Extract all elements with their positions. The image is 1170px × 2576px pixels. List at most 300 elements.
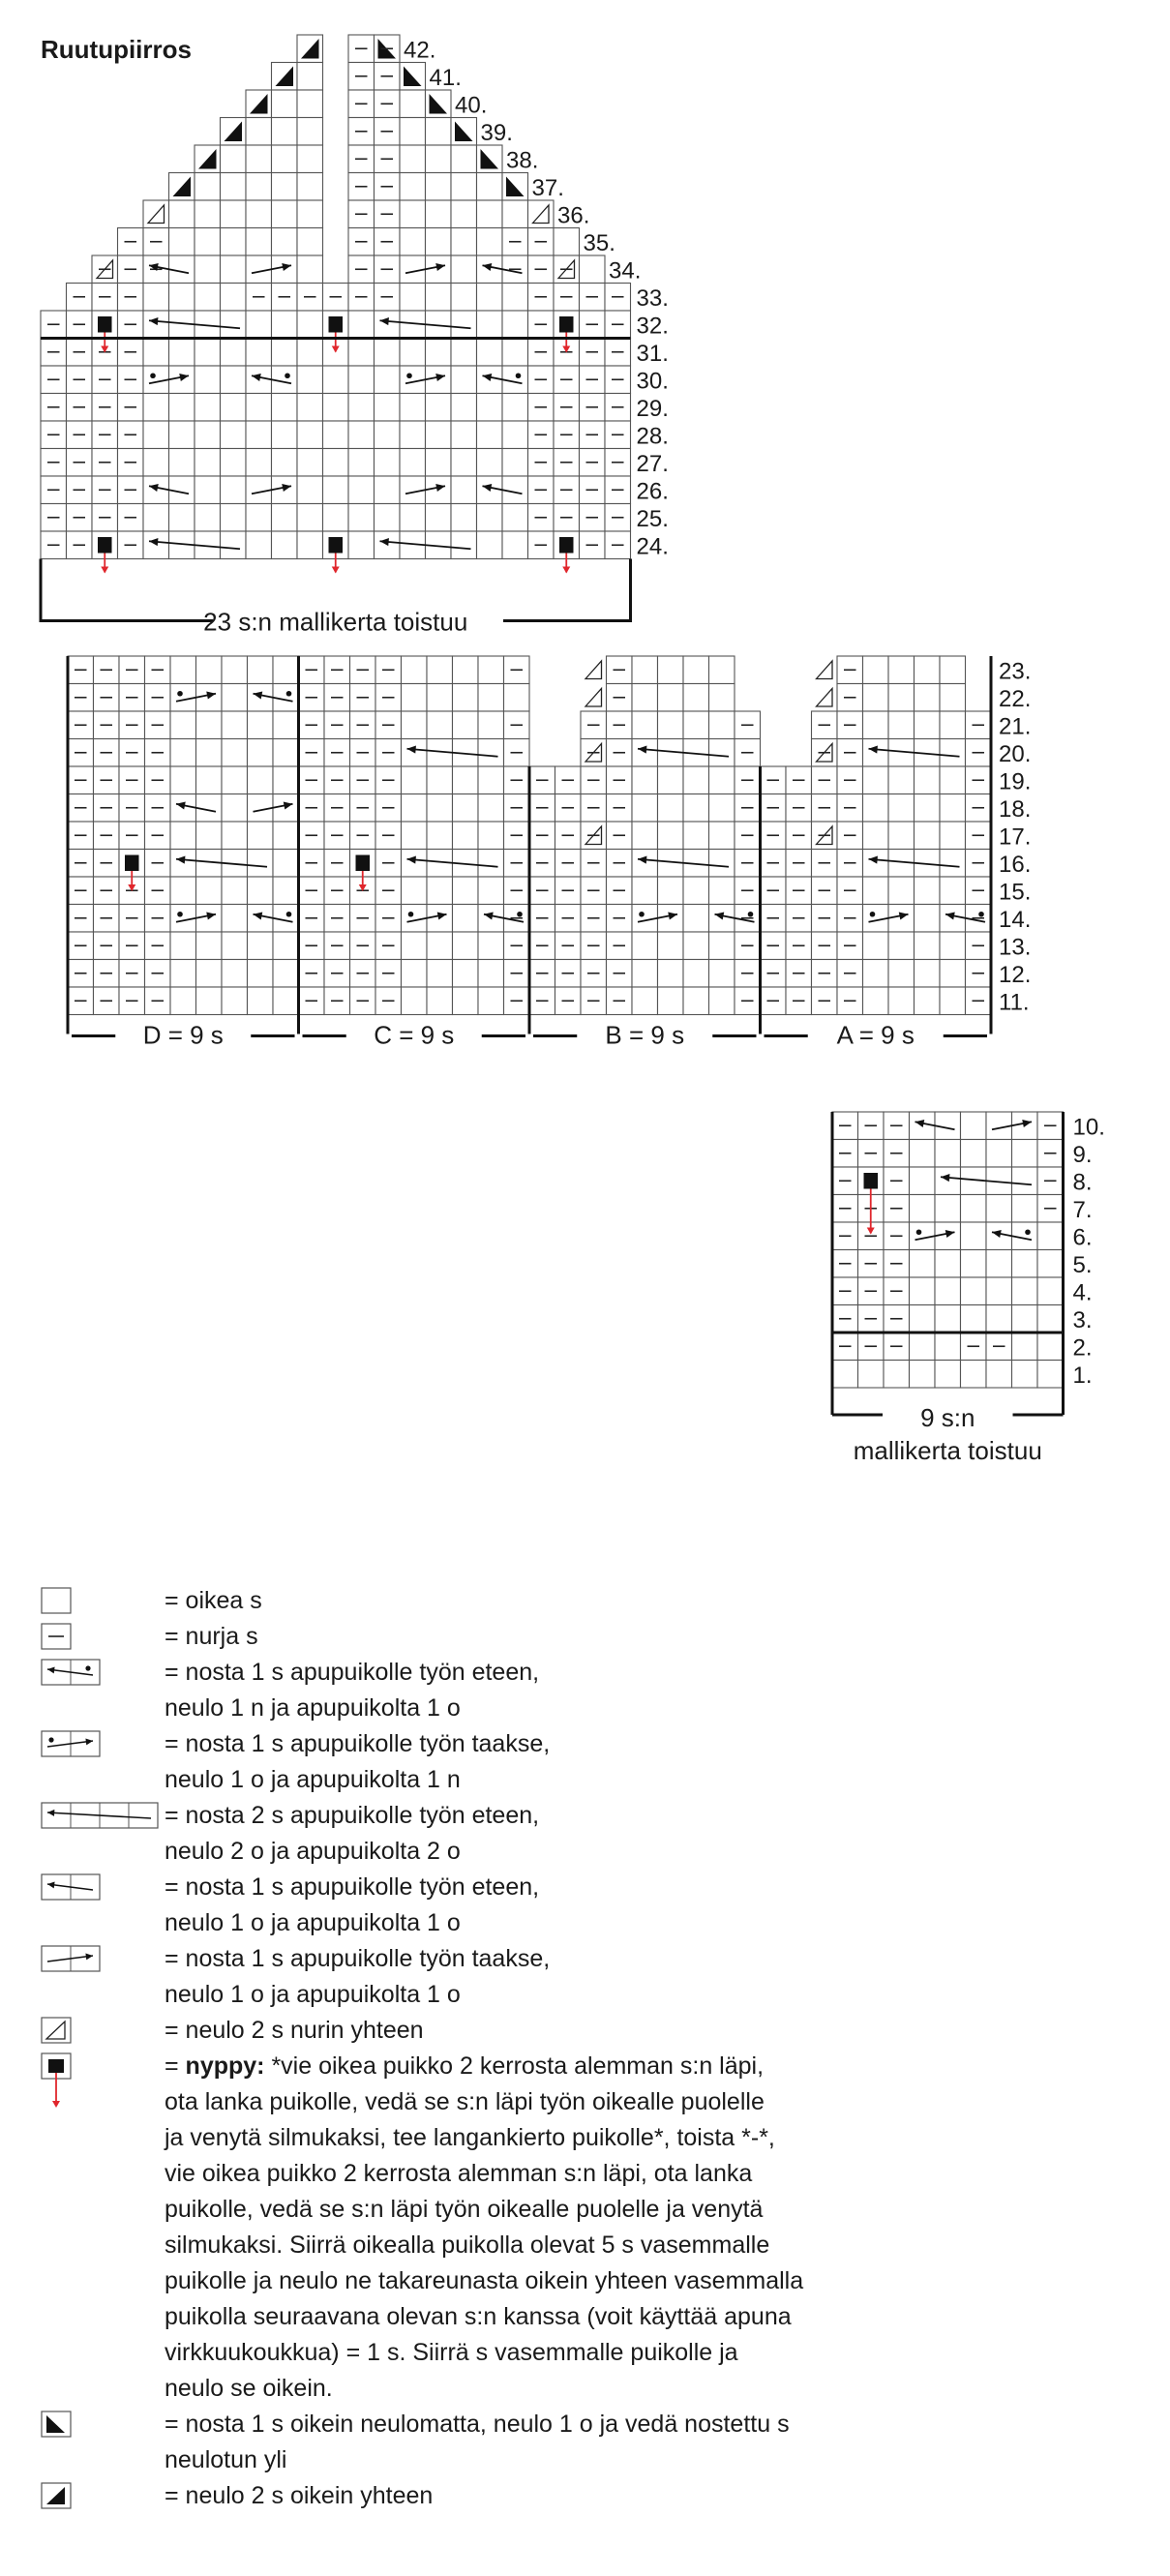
grid-cell (683, 711, 709, 739)
grid-cell (170, 877, 196, 905)
row-number: 25. (636, 506, 669, 532)
grid-cell (477, 311, 503, 339)
grid-cell (170, 960, 196, 988)
repeat-caption: 23 s:n mallikerta toistuu (203, 607, 468, 637)
legend-symbol (41, 1945, 166, 1974)
legend-line: = nyppy: *vie oikea puikko 2 kerrosta alemman s:n läpi, (165, 2052, 765, 2080)
row-number: 10. (1072, 1114, 1105, 1141)
grid-cell (375, 394, 401, 422)
chart-bottom (832, 1112, 1105, 1465)
purl-dot (150, 373, 156, 378)
grid-cell (297, 145, 323, 173)
grid-cell (451, 311, 477, 339)
grid-cell (196, 656, 223, 684)
grid-cell (195, 366, 221, 394)
legend-line: = nosta 1 s oikein neulomatta, neulo 1 o ja vedä nostettu s (165, 2411, 790, 2438)
grid-cell (195, 173, 221, 201)
grid-cell (915, 877, 941, 905)
section-label: A = 9 s (836, 1020, 915, 1050)
grid-cell (658, 766, 684, 794)
row-number: 38. (506, 147, 539, 174)
grid-cell (961, 1140, 987, 1168)
grid-cell (323, 366, 349, 394)
grid-cell (451, 339, 477, 367)
grid-cell (248, 932, 274, 960)
grid-cell (246, 449, 272, 477)
row-number: 26. (636, 478, 669, 505)
legend-symbol (41, 2482, 166, 2511)
legend-item-bobble (41, 2049, 1125, 2407)
grid-cell (143, 339, 169, 367)
grid-cell (632, 960, 658, 988)
grid-cell (915, 822, 941, 850)
legend-line: virkkuukoukkua) = 1 s. Siirrä s vasemmalle puikolle ja (165, 2339, 738, 2366)
row-number: 1. (1072, 1363, 1093, 1389)
grid-cell (375, 449, 401, 477)
legend-symbol (41, 1730, 166, 1759)
row-number: 14. (999, 907, 1032, 933)
grid-cell (297, 366, 323, 394)
row-number: 36. (557, 202, 590, 229)
grid-cell (658, 932, 684, 960)
grid-cell (248, 987, 274, 1015)
grid-cell (222, 794, 248, 823)
grid-cell (884, 1361, 910, 1389)
grid-cell (222, 960, 248, 988)
grid-cell (143, 504, 169, 532)
grid-cell (246, 145, 272, 173)
grid-cell (709, 932, 735, 960)
grid-cell (453, 987, 479, 1015)
grid-cell (709, 850, 735, 878)
grid-cell (478, 794, 504, 823)
grid-cell (502, 339, 528, 367)
grid-cell (940, 766, 966, 794)
grid-cell (915, 932, 941, 960)
grid-cell (400, 118, 426, 146)
grid-cell (478, 684, 504, 712)
grid-cell (986, 1361, 1012, 1389)
grid-cell (632, 932, 658, 960)
purl-dot (285, 373, 290, 378)
grid-cell (477, 449, 503, 477)
grid-cell (1037, 1222, 1064, 1250)
grid-cell (1012, 1361, 1038, 1389)
grid-cell (888, 684, 915, 712)
grid-cell (502, 200, 528, 228)
grid-cell (221, 339, 247, 367)
grid-cell (658, 656, 684, 684)
grid-cell (478, 932, 504, 960)
grid-cell (221, 421, 247, 449)
grid-cell (1037, 1333, 1064, 1361)
legend-line: vie oikea puikko 2 kerrosta alemman s:n läpi, ota lanka (165, 2160, 753, 2187)
grid-cell (453, 656, 479, 684)
row-number: 28. (636, 423, 669, 450)
grid-cell (348, 394, 375, 422)
grid-cell (477, 284, 503, 312)
row-number: 13. (999, 934, 1032, 961)
grid-cell (297, 339, 323, 367)
grid-cell (632, 656, 658, 684)
grid-cell (504, 684, 530, 712)
grid-cell (658, 877, 684, 905)
grid-cell (426, 504, 452, 532)
grid-cell (683, 987, 709, 1015)
grid-cell (427, 766, 453, 794)
grid-cell (832, 1361, 858, 1389)
grid-cell (915, 711, 941, 739)
grid-cell (935, 1195, 961, 1223)
grid-cell (451, 421, 477, 449)
grid-cell (1012, 1333, 1038, 1361)
legend-item-cable-left-purl (41, 1655, 1125, 1726)
grid-cell (451, 366, 477, 394)
grid-cell (272, 504, 298, 532)
grid-cell (221, 531, 247, 559)
purl-dot (286, 912, 292, 917)
p2tog-symbol (817, 661, 833, 679)
grid-cell (272, 394, 298, 422)
grid-cell (246, 173, 272, 201)
grid-cell (222, 987, 248, 1015)
legend-item-knit (41, 1583, 1125, 1619)
grid-cell (272, 311, 298, 339)
legend-line: neulo 1 o ja apupuikolta 1 o (165, 1981, 461, 2008)
grid-cell (451, 145, 477, 173)
grid-cell (323, 394, 349, 422)
legend-item-cable-right (41, 1941, 1125, 2013)
grid-cell (222, 711, 248, 739)
grid-cell (910, 1305, 936, 1333)
grid-cell (478, 739, 504, 767)
grid-cell (986, 1277, 1012, 1305)
bobble-arrowhead (101, 567, 108, 574)
grid-cell (400, 394, 426, 422)
row-number: 33. (636, 285, 669, 312)
page-title: Ruutupiirros (41, 35, 192, 64)
grid-cell (478, 766, 504, 794)
legend-text (165, 2478, 1125, 2514)
grid-cell (297, 118, 323, 146)
grid-cell (248, 850, 274, 878)
legend-text (165, 1655, 1125, 1726)
purl-dot (177, 912, 183, 917)
grid-cell (427, 711, 453, 739)
grid-cell (658, 794, 684, 823)
legend-text (165, 2013, 1125, 2049)
grid-cell (273, 822, 299, 850)
legend-line: = nosta 1 s apupuikolle työn taakse, (165, 1945, 551, 1972)
grid-cell (402, 822, 428, 850)
grid-cell (888, 822, 915, 850)
grid-cell (1012, 1277, 1038, 1305)
bobble-symbol (356, 855, 371, 872)
grid-cell (863, 932, 889, 960)
legend-text (165, 1798, 1125, 1870)
grid-cell (222, 739, 248, 767)
grid-cell (297, 173, 323, 201)
grid-cell (375, 476, 401, 504)
grid-cell (297, 90, 323, 118)
grid-cell (632, 794, 658, 823)
grid-cell (195, 339, 221, 367)
grid-cell (451, 228, 477, 256)
grid-cell (888, 656, 915, 684)
section-label: D = 9 s (142, 1020, 224, 1050)
legend-line: = nosta 1 s apupuikolle työn eteen, (165, 1659, 540, 1686)
legend-text (165, 1941, 1125, 2013)
legend-line: neulo 1 o ja apupuikolta 1 o (165, 1909, 461, 1936)
grid-cell (426, 145, 452, 173)
grid-cell (1012, 1195, 1038, 1223)
grid-cell (935, 1305, 961, 1333)
grid-cell (961, 1250, 987, 1278)
grid-cell (961, 1195, 987, 1223)
grid-cell (709, 822, 735, 850)
grid-cell (195, 504, 221, 532)
grid-cell (888, 711, 915, 739)
grid-cell (402, 794, 428, 823)
grid-cell (402, 877, 428, 905)
knit-icon-part (42, 1588, 71, 1613)
purl-dot (516, 373, 522, 378)
row-number: 2. (1072, 1334, 1093, 1362)
grid-cell (426, 200, 452, 228)
grid-cell (297, 476, 323, 504)
grid-cell (143, 284, 169, 312)
grid-cell (863, 684, 889, 712)
grid-cell (348, 311, 375, 339)
grid-cell (858, 1361, 885, 1389)
grid-cell (195, 449, 221, 477)
row-number: 18. (999, 796, 1032, 823)
grid-cell (143, 421, 169, 449)
grid-cell (940, 794, 966, 823)
grid-cell (297, 228, 323, 256)
grid-cell (297, 311, 323, 339)
grid-cell (426, 421, 452, 449)
grid-cell (940, 932, 966, 960)
legend-line: = neulo 2 s nurin yhteen (165, 2017, 424, 2044)
bobble-arrowhead (332, 567, 340, 574)
row-number: 16. (999, 852, 1032, 878)
grid-cell (221, 255, 247, 284)
grid-cell (935, 1333, 961, 1361)
grid-cell (196, 960, 223, 988)
grid-cell (502, 531, 528, 559)
grid-cell (961, 1361, 987, 1389)
grid-cell (1012, 1140, 1038, 1168)
row-number: 40. (455, 92, 488, 119)
legend-symbol (41, 2052, 166, 2082)
grid-cell (709, 684, 735, 712)
grid-cell (658, 684, 684, 712)
legend-item-purl (41, 1619, 1125, 1655)
section-label: B = 9 s (605, 1020, 685, 1050)
legend-item-skpo (41, 2407, 1125, 2478)
grid-cell (248, 711, 274, 739)
grid-cell (195, 394, 221, 422)
skpo-icon (41, 2411, 166, 2440)
grid-cell (426, 394, 452, 422)
k2tog-icon (41, 2482, 166, 2511)
grid-cell (477, 173, 503, 201)
grid-cell (272, 200, 298, 228)
row-number: 31. (636, 341, 669, 367)
purl-dot (978, 912, 984, 917)
purl-dot (406, 373, 412, 378)
cable-right-icon (41, 1945, 166, 1974)
row-number: 4. (1072, 1279, 1093, 1306)
repeat-caption-line2: mallikerta toistuu (853, 1436, 1042, 1465)
grid-cell (888, 987, 915, 1015)
grid-cell (986, 1305, 1012, 1333)
grid-cell (272, 531, 298, 559)
grid-cell (683, 656, 709, 684)
legend-line: neulo 1 o ja apupuikolta 1 n (165, 1766, 461, 1793)
grid-cell (427, 877, 453, 905)
grid-cell (453, 905, 479, 933)
grid-cell (453, 794, 479, 823)
row-number: 41. (429, 65, 462, 91)
legend-symbol (41, 1623, 166, 1652)
bobble-symbol (98, 316, 112, 333)
grid-cell (323, 449, 349, 477)
grid-cell (477, 504, 503, 532)
purl-dot (517, 912, 523, 917)
grid-cell (1037, 1277, 1064, 1305)
purl-dot (1025, 1229, 1031, 1235)
legend-text (165, 1583, 1125, 1619)
grid-cell (273, 877, 299, 905)
purl-dot (286, 691, 292, 697)
grid-cell (863, 877, 889, 905)
grid-cell (453, 711, 479, 739)
section-label: C = 9 s (374, 1020, 455, 1050)
row-number: 24. (636, 533, 669, 560)
row-number: 35. (583, 230, 615, 256)
grid-cell (502, 504, 528, 532)
legend-line: puikolle ja neulo ne takareunasta oikein yhteen vasemmalla (165, 2267, 804, 2294)
row-number: 32. (636, 313, 669, 340)
grid-cell (169, 228, 195, 256)
grid-cell (248, 739, 274, 767)
grid-cell (246, 228, 272, 256)
purl-dot (916, 1229, 922, 1235)
grid-cell (402, 656, 428, 684)
grid-cell (709, 711, 735, 739)
grid-cell (195, 200, 221, 228)
grid-cell (402, 987, 428, 1015)
legend-text (165, 1726, 1125, 1798)
grid-cell (915, 987, 941, 1015)
legend-line: = neulo 2 s oikein yhteen (165, 2482, 434, 2509)
grid-cell (170, 987, 196, 1015)
grid-cell (477, 421, 503, 449)
grid-cell (402, 932, 428, 960)
grid-cell (961, 1305, 987, 1333)
grid-cell (940, 850, 966, 878)
grid-cell (169, 200, 195, 228)
legend (41, 1583, 1125, 2514)
purl-dot (177, 691, 183, 697)
chart-middle (68, 656, 1031, 1050)
grid-cell (246, 311, 272, 339)
grid-cell (196, 932, 223, 960)
grid-cell (961, 1277, 987, 1305)
grid-cell (195, 476, 221, 504)
grid-cell (580, 255, 606, 284)
grid-cell (1012, 1250, 1038, 1278)
row-number: 37. (531, 175, 564, 201)
grid-cell (195, 255, 221, 284)
grid-cell (169, 421, 195, 449)
grid-cell (273, 850, 299, 878)
grid-cell (502, 284, 528, 312)
grid-cell (221, 366, 247, 394)
grid-cell (222, 766, 248, 794)
grid-cell (683, 684, 709, 712)
grid-cell (348, 421, 375, 449)
grid-cell (632, 766, 658, 794)
grid-cell (170, 656, 196, 684)
grid-cell (478, 877, 504, 905)
grid-cell (427, 960, 453, 988)
legend-line: neulo se oikein. (165, 2375, 333, 2402)
grid-cell (248, 877, 274, 905)
legend-symbol (41, 1587, 166, 1616)
grid-cell (478, 850, 504, 878)
grid-cell (222, 932, 248, 960)
row-number: 30. (636, 368, 669, 395)
bobble-symbol (98, 537, 112, 554)
grid-cell (632, 684, 658, 712)
grid-cell (451, 449, 477, 477)
grid-cell (348, 339, 375, 367)
grid-cell (221, 394, 247, 422)
grid-cell (221, 449, 247, 477)
legend-line: puikolle, vedä se s:n läpi työn oikealle puolelle ja venytä (165, 2196, 764, 2223)
grid-cell (169, 504, 195, 532)
grid-cell (221, 228, 247, 256)
grid-cell (402, 684, 428, 712)
grid-cell (477, 394, 503, 422)
grid-cell (426, 449, 452, 477)
row-number: 21. (999, 713, 1032, 740)
grid-cell (961, 1222, 987, 1250)
row-number: 27. (636, 451, 669, 477)
legend-line: = nosta 2 s apupuikolle työn eteen, (165, 1802, 540, 1829)
grid-cell (709, 656, 735, 684)
grid-cell (453, 766, 479, 794)
row-number: 6. (1072, 1224, 1093, 1251)
grid-cell (658, 987, 684, 1015)
grid-cell (888, 877, 915, 905)
grid-cell (297, 255, 323, 284)
bobble-icon-part (52, 2101, 60, 2108)
grid-cell (632, 711, 658, 739)
grid-cell (888, 932, 915, 960)
grid-cell (375, 366, 401, 394)
grid-cell (709, 766, 735, 794)
grid-cell (915, 794, 941, 823)
grid-cell (400, 228, 426, 256)
grid-cell (1037, 1250, 1064, 1278)
grid-cell (910, 1333, 936, 1361)
legend-line: = nurja s (165, 1623, 258, 1650)
grid-cell (863, 766, 889, 794)
